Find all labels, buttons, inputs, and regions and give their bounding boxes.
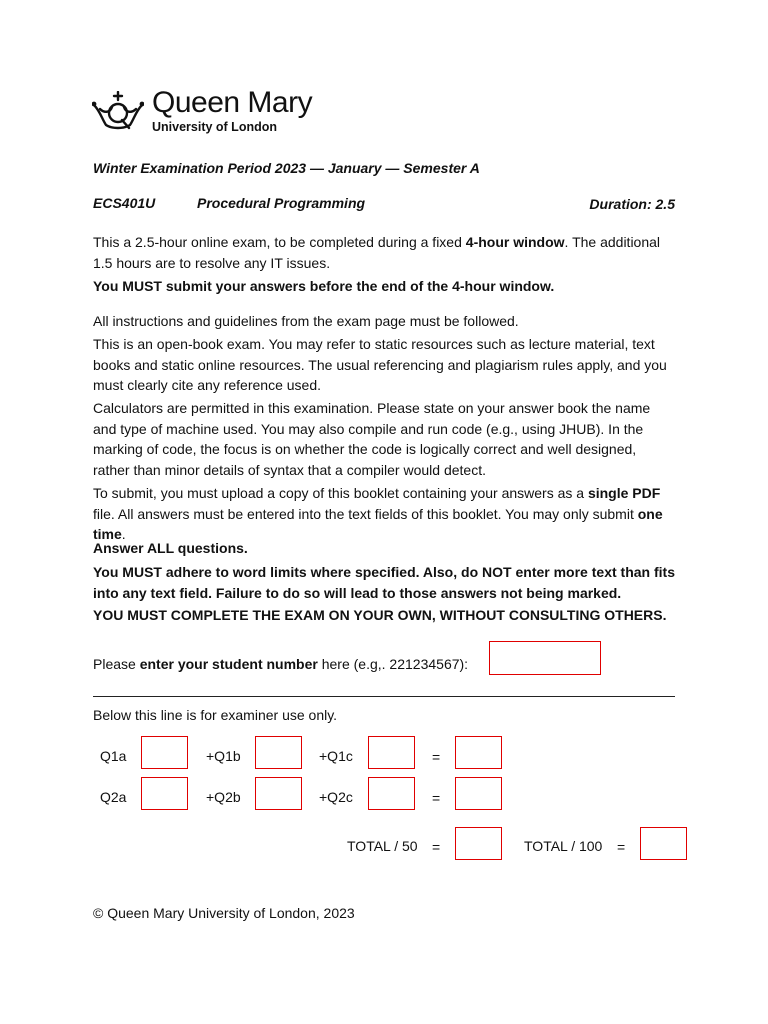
q1b-label: +Q1b (206, 748, 241, 764)
total-50-field[interactable] (455, 827, 502, 860)
exam-duration: Duration: 2.5 (589, 196, 675, 212)
intro-paragraph: This a 2.5-hour online exam, to be completed during a fixed 4-hour window. The additional 1.5 hours are to resolve any IT issues. (93, 234, 661, 271)
course-title: Procedural Programming (197, 195, 366, 211)
q2b-label: +Q2b (206, 789, 241, 805)
student-number-label: Please enter your student number here (e.g,. 221234567): (93, 656, 469, 672)
q2c-label: +Q2c (319, 789, 353, 805)
student-number-field[interactable] (489, 641, 601, 675)
q1a-score-field[interactable] (141, 736, 188, 769)
q1c-label: +Q1c (319, 748, 353, 764)
course-code: ECS401U (93, 195, 156, 211)
q1-total-field[interactable] (455, 736, 502, 769)
crown-crest-icon (92, 91, 144, 131)
q1b-score-field[interactable] (255, 736, 302, 769)
logo-name: Queen Mary (152, 86, 313, 119)
rule-word-limits: You MUST adhere to word limits where specified. Also, do NOT enter more text than fits into any text field. Failure to do so will lead to those answers not being marked. (93, 564, 675, 601)
q1c-score-field[interactable] (368, 736, 415, 769)
copyright-notice: © Queen Mary University of London, 2023 (93, 905, 355, 921)
total-50-equals-sign: = (432, 839, 441, 855)
q2b-score-field[interactable] (255, 777, 302, 810)
examiner-note: Below this line is for examiner use only. (93, 707, 338, 723)
total-50-label: TOTAL / 50 (347, 838, 418, 854)
rule-own-work: YOU MUST COMPLETE THE EXAM ON YOUR OWN, WITHOUT CONSULTING OTHERS. (93, 607, 667, 623)
university-logo (92, 88, 312, 134)
q2-total-field[interactable] (455, 777, 502, 810)
instruction-guidelines: All instructions and guidelines from the exam page must be followed. (93, 313, 519, 329)
q2a-score-field[interactable] (141, 777, 188, 810)
logo-subtitle: University of London (152, 120, 277, 134)
divider-line (93, 696, 675, 697)
instruction-calculators: Calculators are permitted in this examination. Please state on your answer book the name and type of machine used. You may also compile and run code (e.g., using JHUB). In the marking of code, the focus is on whether the code is logically correct and well designed, rather than minor details of syntax that a compiler would detect. (93, 400, 651, 478)
q1-equals-sign: = (432, 749, 441, 765)
q2-equals-sign: = (432, 790, 441, 806)
total-100-label: TOTAL / 100 (524, 838, 603, 854)
submit-deadline-warning: You MUST submit your answers before the end of the 4-hour window. (93, 278, 555, 294)
q2a-label: Q2a (100, 789, 127, 805)
q2c-score-field[interactable] (368, 777, 415, 810)
instruction-open-book: This is an open-book exam. You may refer to static resources such as lecture material, text books and static online resources. The usual referencing and plagiarism rules apply, and you must clearly cite any reference used. (93, 336, 667, 393)
total-100-field[interactable] (640, 827, 687, 860)
q1a-label: Q1a (100, 748, 127, 764)
exam-period: Winter Examination Period 2023 — January — Semester A (93, 160, 480, 176)
rule-answer-all: Answer ALL questions. (93, 540, 248, 556)
instruction-submission: To submit, you must upload a copy of this booklet containing your answers as a single PDF file. All answers must be entered into the text fields of this booklet. You may only submit one time. (93, 485, 663, 542)
total-100-equals-sign: = (617, 839, 626, 855)
